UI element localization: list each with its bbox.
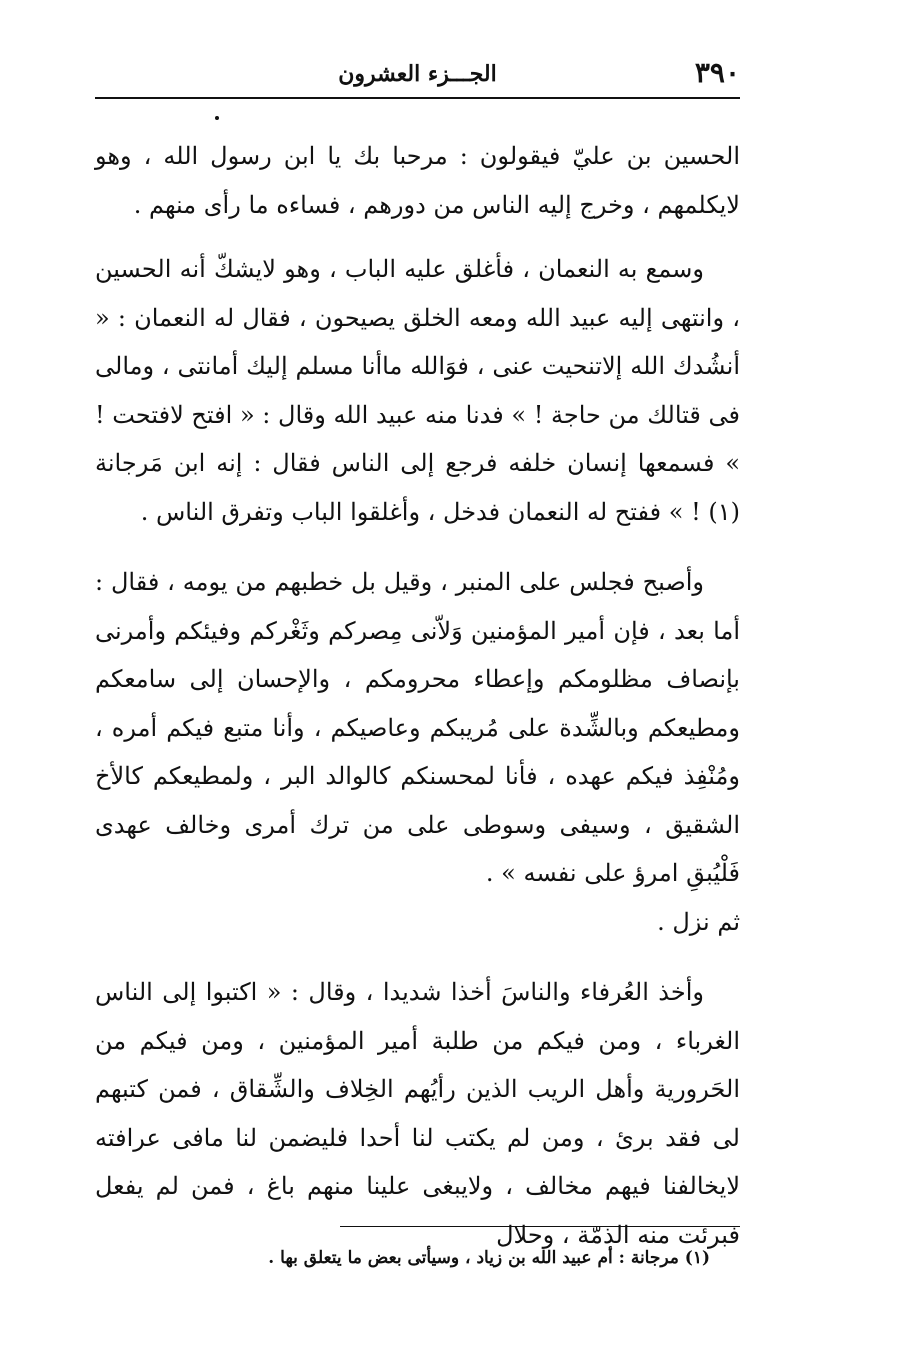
- page-header: [95, 55, 740, 97]
- book-page: [95, 0, 740, 1358]
- header-rule: [95, 97, 740, 99]
- running-title: الجـــزء العشرون: [338, 61, 497, 87]
- paragraph-2: وسمع به النعمان ، فأغلق عليه الباب ، وهو لايشكّ أنه الحسين ، وانتهى إليه عبيد الله ومعه الخلق يصيحون ، فقال له النعمان : « أنشُدك الله إلاتنحيت عنى ، فوَالله ماأنا مسلم إليك أمانتى ، ومالى فى قتالك من حاجة ! » فدنا منه عبيد الله وقال : « افتح لافتحت ! » فسمعها إنسان خلفه فرجع إلى الناس فقال : إنه ابن مَرجانة (١) ! » ففتح له النعمان فدخل ، وأغلقوا الباب وتفرق الناس .: [95, 255, 740, 526]
- footnote: (١) مرجانة : أم عبيد الله بن زياد ، وسيأتى بعض ما يتعلق بها .: [268, 1248, 710, 1268]
- footnote-rule: [340, 1226, 740, 1227]
- body-text: [95, 132, 740, 1259]
- page-number: ٣٩٠: [694, 56, 740, 89]
- ink-speck: [215, 116, 219, 120]
- paragraph-3: وأصبح فجلس على المنبر ، وقيل بل خطبهم من يومه ، فقال : أما بعد ، فإن أمير المؤمنين وَلاّنى مِصركم وثَغْركم وفيئكم وأمرنى بإنصاف مظلومكم وإعطاء محرومكم ، والإحسان إلى سامعكم ومطيعكم وبالشِّدة على مُريبكم وعاصيكم ، وأنا متبع فيكم أمره ، ومُنْفِذ فيكم عهده ، فأنا لمحسنكم كالوالد البر ، ولمطيعكم كالأخ الشقيق ، وسيفى وسوطى على من ترك أمرى وخالف عهدى فَلْيُبقِ امرؤ على نفسه » .: [95, 568, 740, 887]
- paragraph-5: وأخذ العُرفاء والناسَ أخذا شديدا ، وقال : « اكتبوا إلى الناس الغرباء ، ومن فيكم من طلبة أمير المؤمنين ، ومن فيكم من الحَرورية وأهل الريب الذين رأيُهم الخِلاف والشِّقاق ، فمن كتبهم لى فقد برئ ، ومن لم يكتب لنا أحدا فليضمن لنا مافى عرافته لايخالفنا فيهم مخالف ، ولايبغى علينا منهم باغ ، فمن لم يفعل فبرئت منه الذمّة ، وحلال: [95, 978, 740, 1249]
- paragraph-4: ثم نزل .: [657, 907, 740, 936]
- paragraph-1: الحسين بن عليّ فيقولون : مرحبا بك يا ابن رسول الله ، وهو لايكلمهم ، وخرج إليه الناس من دورهم ، فساءه ما رأى منهم .: [95, 142, 740, 219]
